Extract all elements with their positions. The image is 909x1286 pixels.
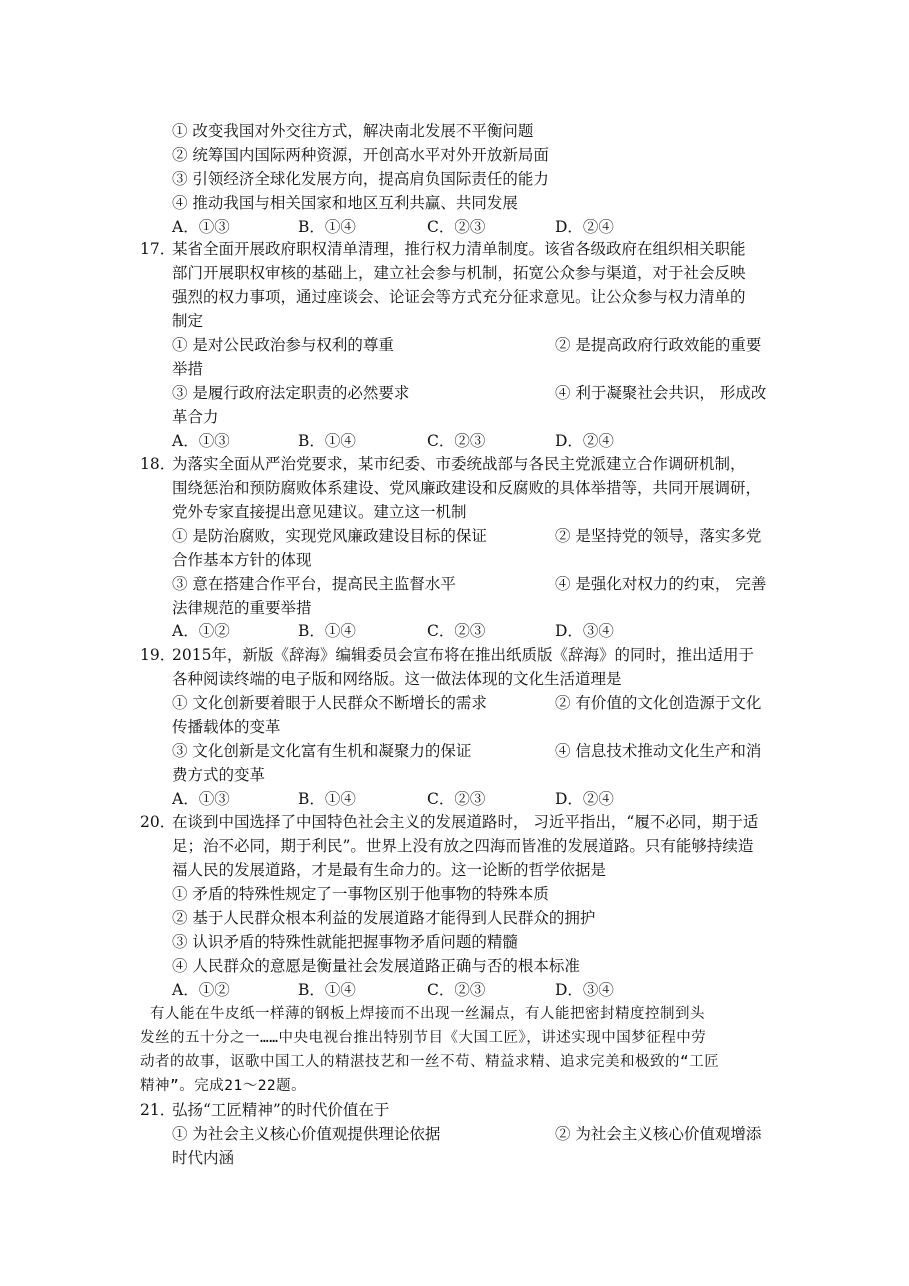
q19-option-3: ③ 文化创新是文化富有生机和凝聚力的保证 [172, 742, 472, 760]
q16-answer-a: A．①③ [172, 218, 230, 236]
q19-answer-d: D．②④ [555, 790, 614, 808]
q20-answer-c: C．②③ [427, 981, 486, 999]
q18-answer-c: C．②③ [427, 622, 486, 640]
q17-option-2: ② 是提高政府行政效能的重要 [555, 336, 762, 354]
q21-option-2-cont: 时代内涵 [172, 1149, 235, 1167]
q19-option-2: ② 有价值的文化创造源于文化 [555, 694, 762, 712]
q17-option-4-cont: 革合力 [172, 408, 219, 426]
q17-option-1: ① 是对公民政治参与权利的尊重 [172, 336, 394, 354]
q18-answer-a: A．①② [172, 622, 230, 640]
q16-answer-c: C．②③ [427, 218, 486, 236]
q21-stem-1: 弘扬“工匠精神”的时代价值在于 [172, 1101, 390, 1119]
q20-option-2: ② 基于人民群众根本利益的发展道路才能得到人民群众的拥护 [172, 909, 596, 927]
q19-option-4: ④ 信息技术推动文化生产和消 [555, 742, 762, 760]
q20-answer-a: A．①② [172, 981, 230, 999]
q20-option-1: ① 矛盾的特殊性规定了一事物区别于他事物的特殊本质 [172, 885, 549, 903]
q17-answer-d: D．②④ [555, 432, 614, 450]
q20-number: 20． [140, 813, 176, 831]
q18-stem-3: 党外专家直接提出意见建议。建立这一机制 [172, 503, 467, 521]
q17-answer-b: B．①④ [298, 432, 356, 450]
q20-stem-1: 在谈到中国选择了中国特色社会主义的发展道路时， 习近平指出，“履不必同，期于适 [172, 813, 759, 831]
q18-number: 18． [140, 455, 176, 473]
q19-option-4-cont: 费方式的变革 [172, 766, 266, 784]
q20-option-4: ④ 人民群众的意愿是衡量社会发展道路正确与否的根本标准 [172, 957, 580, 975]
passage-line-1: 有人能在牛皮纸一样薄的钢板上焊接而不出现一丝漏点，有人能把密封精度控制到头 [150, 1006, 705, 1022]
q18-option-4: ④ 是强化对权力的约束， 完善 [555, 575, 767, 593]
q20-option-3: ③ 认识矛盾的特殊性就能把握事物矛盾问题的精髓 [172, 933, 518, 951]
q19-answer-b: B．①④ [298, 790, 356, 808]
q18-stem-2: 围绕惩治和预防腐败体系建设、党风廉政建设和反腐败的具体举措等，共同开展调研， [172, 479, 762, 497]
q17-option-2-cont: 举措 [172, 360, 204, 378]
q17-number: 17． [140, 240, 176, 258]
q17-stem-4: 制定 [172, 312, 204, 330]
q18-option-3: ③ 意在搭建合作平台，提高民主监督水平 [172, 575, 456, 593]
q20-answer-d: D．③④ [555, 981, 614, 999]
q17-option-3: ③ 是履行政府法定职责的必然要求 [172, 384, 410, 402]
q21-number: 21． [140, 1101, 176, 1119]
q19-stem-1: 2015年，新版《辞海》编辑委员会宣布将在推出纸质版《辞海》的同时，推出适用于 [172, 646, 754, 664]
q20-stem-3: 福人民的发展道路，才是最有生命力的。这一论断的哲学依据是 [172, 861, 607, 879]
q19-number: 19． [140, 646, 176, 664]
q16-answer-b: B．①④ [298, 218, 356, 236]
q19-answer-c: C．②③ [427, 790, 486, 808]
q18-option-2: ② 是坚持党的领导，落实多党 [555, 527, 762, 545]
q18-answer-d: D．③④ [555, 622, 614, 640]
q16-answer-d: D．②④ [555, 218, 614, 236]
q16-option-2: ② 统筹国内国际两种资源，开创高水平对外开放新局面 [172, 146, 549, 164]
q17-stem-1: 某省全面开展政府职权清单清理，推行权力清单制度。该省各级政府在组织相关职能 [172, 240, 746, 258]
q16-option-1: ① 改变我国对外交往方式，解决南北发展不平衡问题 [172, 122, 534, 140]
passage-line-2: 发丝的五十分之一……中央电视台推出特别节目《大国工匠》，讲述实现中国梦征程中劳 [140, 1030, 707, 1046]
q20-answer-b: B．①④ [298, 981, 356, 999]
q20-stem-2: 足；治不必同，期于利民”。世界上没有放之四海而皆准的发展道路。只有能够持续造 [172, 837, 754, 855]
passage-line-3: 动者的故事，讴歌中国工人的精湛技艺和一丝不苟、精益求精、追求完美和极致的“工匠 [140, 1054, 720, 1070]
q21-option-2: ② 为社会主义核心价值观增添 [555, 1125, 762, 1143]
q18-stem-1: 为落实全面从严治党要求，某市纪委、市委统战部与各民主党派建立合作调研机制， [172, 455, 746, 473]
q17-stem-2: 部门开展职权审核的基础上，建立社会参与机制，拓宽公众参与渠道，对于社会反映 [172, 264, 746, 282]
q19-stem-2: 各种阅读终端的电子版和网络版。这一做法体现的文化生活道理是 [172, 670, 622, 688]
q16-option-3: ③ 引领经济全球化发展方向，提高肩负国际责任的能力 [172, 170, 549, 188]
q17-answer-a: A．①③ [172, 432, 230, 450]
q19-option-1: ① 文化创新要着眼于人民群众不断增长的需求 [172, 694, 487, 712]
q21-option-1: ① 为社会主义核心价值观提供理论依据 [172, 1125, 441, 1143]
q18-option-1: ① 是防治腐败，实现党风廉政建设目标的保证 [172, 527, 487, 545]
q16-option-4: ④ 推动我国与相关国家和地区互利共赢、共同发展 [172, 194, 518, 212]
q17-option-4: ④ 利于凝聚社会共识， 形成改 [555, 384, 767, 402]
q18-option-4-cont: 法律规范的重要举措 [172, 599, 312, 617]
q18-option-2-cont: 合作基本方针的体现 [172, 551, 312, 569]
q19-answer-a: A．①③ [172, 790, 230, 808]
q19-option-2-cont: 传播载体的变革 [172, 718, 281, 736]
q17-answer-c: C．②③ [427, 432, 486, 450]
q18-answer-b: B．①④ [298, 622, 356, 640]
passage-line-4: 精神”。完成21～22题。 [140, 1078, 307, 1094]
q17-stem-3: 强烈的权力事项，通过座谈会、论证会等方式充分征求意见。让公众参与权力清单的 [172, 288, 746, 306]
